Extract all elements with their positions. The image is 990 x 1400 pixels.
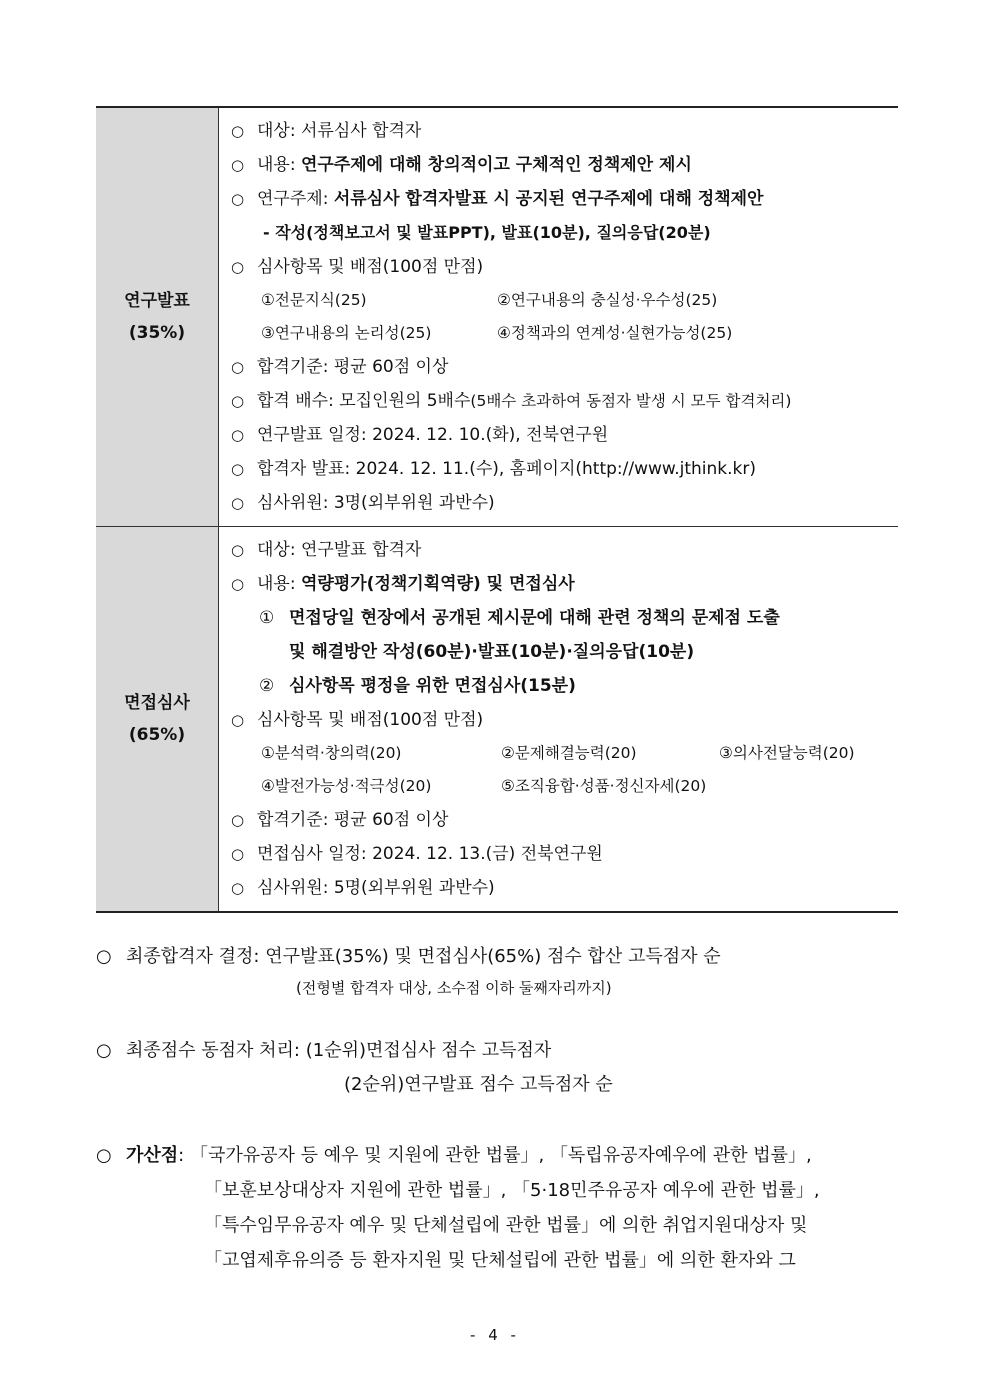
interview-pass-criteria: ○ 합격기준: 평균 60점 이상	[231, 810, 449, 830]
research-topic-sub: - 작성(정책보고서 및 발표PPT), 발표(10분), 질의응답(20분)	[263, 223, 711, 242]
research-label: 연구발표	[124, 291, 190, 311]
circle-bullet-icon: ○	[96, 1040, 112, 1061]
interview-item-5: ⑤조직융합·성품·정신자세(20)	[501, 777, 707, 795]
bonus-line-1: : 「국가유공자 등 예우 및 지원에 관한 법률」, 「독립유공자예우에 관한 법률」,	[178, 1145, 812, 1166]
bonus-line-4: 「고엽제후유의증 등 환자지원 및 단체설립에 관한 법률」에 의한 환자와 그	[204, 1250, 796, 1271]
final-decision-note: (전형별 합격자 대상, 소수점 이하 둘째자리까지)	[296, 979, 612, 997]
bonus-line-3: 「특수임무유공자 예우 및 단체설립에 관한 법률」에 의한 취업지원대상자 및	[204, 1215, 808, 1236]
tie-break	[96, 1034, 898, 1102]
table-row-interview	[96, 527, 898, 913]
circle-bullet-icon: ○	[96, 946, 112, 967]
bonus-title: 가산점	[126, 1145, 179, 1166]
research-committee: ○ 심사위원: 3명(외부위원 과반수)	[231, 493, 495, 513]
interview-item-4: ④발전가능성·적극성(20)	[261, 777, 432, 795]
interview-item-2: ②문제해결능력(20)	[501, 744, 637, 762]
research-target: ○ 대상: 서류심사 합격자	[231, 121, 422, 141]
research-multiple: ○ 합격 배수: 모집인원의 5배수(5배수 초과하여 동점자 발생 시 모두 합격처리)	[231, 391, 792, 411]
research-content-cell	[219, 107, 899, 527]
final-decision-text: 최종합격자 결정: 연구발표(35%) 및 면접심사(65%) 점수 합산 고득점자 순	[126, 946, 721, 967]
page-number: - 4 -	[470, 1326, 520, 1344]
research-item-4: ④정책과의 연계성·실현가능성(25)	[497, 324, 733, 342]
research-item-2: ②연구내용의 충실성·우수성(25)	[497, 291, 718, 309]
interview-item-3: ③의사전달능력(20)	[719, 744, 855, 762]
research-announce: ○ 합격자 발표: 2024. 12. 11.(수), 홈페이지(http://www.jthink.kr)	[231, 459, 757, 479]
tie-break-line-2: (2순위)연구발표 점수 고득점자 순	[344, 1074, 613, 1095]
interview-label: 면접심사	[124, 693, 190, 713]
interview-content-cell	[219, 527, 899, 913]
interview-target: ○ 대상: 연구발표 합격자	[231, 540, 422, 560]
interview-label-cell	[96, 527, 219, 913]
interview-item-1: ①분석력·창의력(20)	[261, 744, 402, 762]
interview-weight: (65%)	[128, 725, 186, 745]
research-content: ○ 내용: 연구주제에 대해 창의적이고 구체적인 정책제안 제시	[231, 155, 692, 175]
research-schedule: ○ 연구발표 일정: 2024. 12. 10.(화), 전북연구원	[231, 425, 609, 445]
interview-items-title: ○ 심사항목 및 배점(100점 만점)	[231, 710, 484, 730]
bonus-points	[96, 1138, 898, 1278]
research-items-row-2	[231, 317, 898, 350]
interview-items-row-2	[231, 770, 898, 803]
interview-step-1-cont: 및 해결방안 작성(60분)·발표(10분)·질의응답(10분)	[289, 642, 695, 662]
interview-content: ○ 내용: 역량평가(정책기획역량) 및 면접심사	[231, 574, 575, 594]
table-row-research	[96, 107, 898, 527]
research-items-title: ○ 심사항목 및 배점(100점 만점)	[231, 257, 484, 277]
interview-items-row-1	[231, 737, 898, 770]
circle-bullet-icon: ○	[96, 1145, 112, 1166]
interview-step-1: ① 면접당일 현장에서 공개된 제시문에 대해 관련 정책의 문제점 도출	[259, 608, 780, 628]
research-topic: ○ 연구주제: 서류심사 합격자발표 시 공지된 연구주제에 대해 정책제안	[231, 189, 764, 209]
tie-break-line-1: 최종점수 동점자 처리: (1순위)면접심사 점수 고득점자	[126, 1040, 552, 1061]
interview-committee: ○ 심사위원: 5명(외부위원 과반수)	[231, 878, 495, 898]
research-label-cell	[96, 107, 219, 527]
research-weight: (35%)	[128, 323, 186, 343]
research-item-1: ①전문지식(25)	[261, 291, 367, 309]
final-decision	[96, 940, 898, 1002]
interview-schedule: ○ 면접심사 일정: 2024. 12. 13.(금) 전북연구원	[231, 844, 603, 864]
evaluation-table	[96, 106, 898, 913]
research-pass-criteria: ○ 합격기준: 평균 60점 이상	[231, 357, 449, 377]
research-items-row-1	[231, 284, 898, 317]
research-item-3: ③연구내용의 논리성(25)	[261, 324, 432, 342]
bonus-line-2: 「보훈보상대상자 지원에 관한 법률」, 「5·18민주유공자 예우에 관한 법률」,	[204, 1180, 820, 1201]
interview-step-2: ② 심사항목 평정을 위한 면접심사(15분)	[259, 676, 576, 696]
